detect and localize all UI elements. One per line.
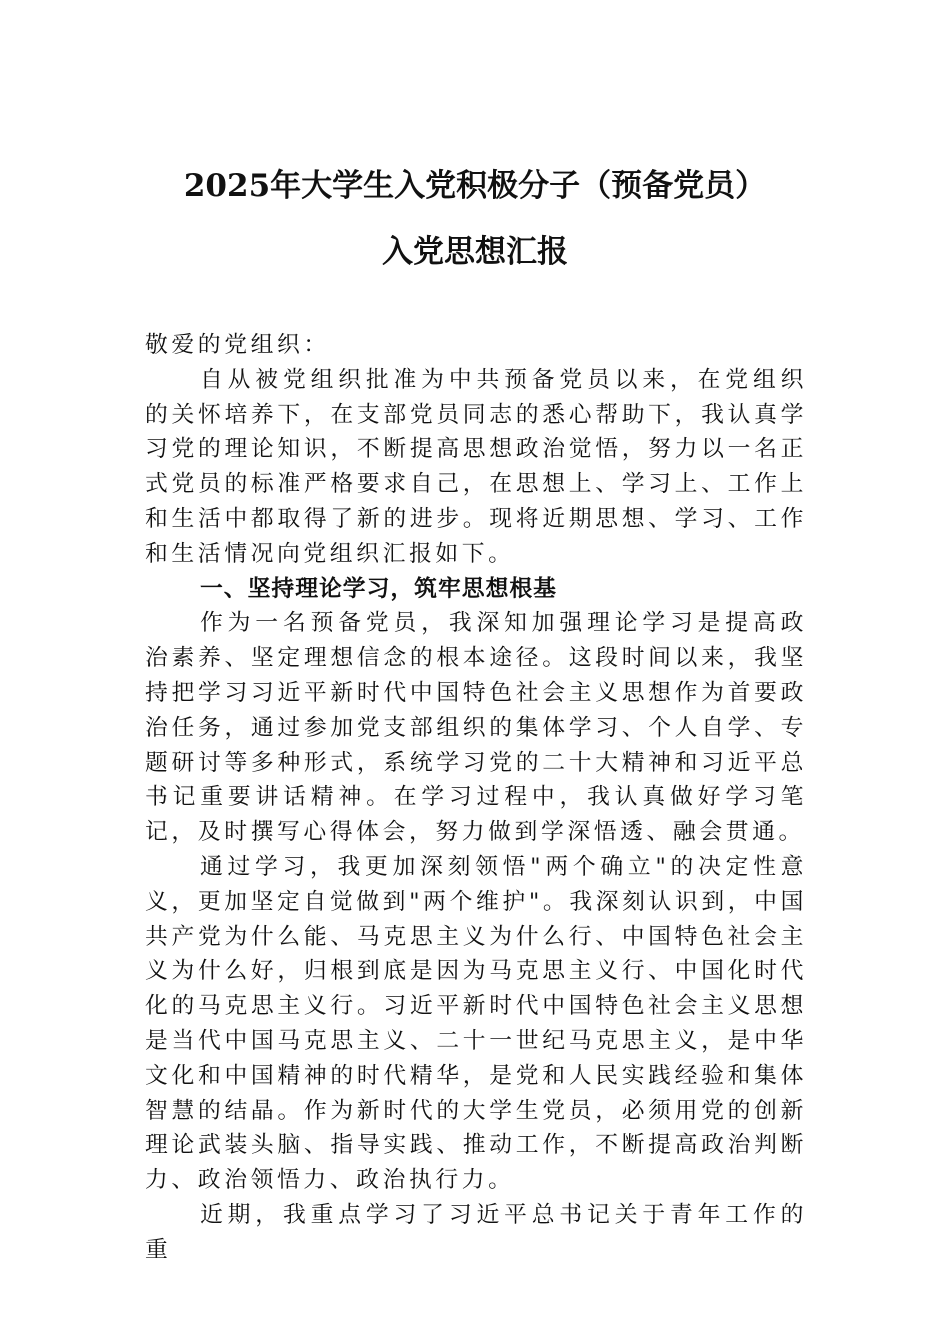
document-title-line-1: 2025年大学生入党积极分子（预备党员） [183, 168, 767, 204]
document-body [145, 328, 807, 1268]
section-heading-1: 一、坚持理论学习，筑牢思想根基 [200, 575, 557, 602]
section1-paragraph-3: 近期，我重点学习了习近平总书记关于青年工作的重 [145, 1201, 807, 1263]
section1-paragraph-1: 作为一名预备党员，我深知加强理论学习是提高政治素养、坚定理想信念的根本途径。这段时间以来，我坚持把学习习近平新时代中国特色社会主义思想作为首要政治任务，通过参加党支部组织的集体学习、个人自学、专题研讨等多种形式，系统学习党的二十大精神和习近平总书记重要讲话精神。在学习过程中，我认真做好学习笔记，及时撰写心得体会，努力做到学深悟透、融会贯通。 [145, 610, 807, 846]
document-title-line-2: 入党思想汇报 [382, 234, 568, 270]
intro-paragraph: 自从被党组织批准为中共预备党员以来，在党组织的关怀培养下，在支部党员同志的悉心帮助下，我认真学习党的理论知识，不断提高思想政治觉悟，努力以一名正式党员的标准严格要求自己，在思想上、学习上、工作上和生活中都取得了新的进步。现将近期思想、学习、工作和生活情况向党组织汇报如下。 [145, 366, 807, 567]
section1-paragraph-2: 通过学习，我更加深刻领悟"两个确立"的决定性意义，更加坚定自觉做到"两个维护"。我深刻认识到，中国共产党为什么能、马克思主义为什么行、中国特色社会主义为什么好，归根到底是因为马克思主义行、中国化时代化的马克思主义行。习近平新时代中国特色社会主义思想是当代中国马克思主义、二十一世纪马克思主义，是中华文化和中国精神的时代精华，是党和人民实践经验和集体智慧的结晶。作为新时代的大学生党员，必须用党的创新理论武装头脑、指导实践、推动工作，不断提高政治判断力、政治领悟力、政治执行力。 [145, 853, 807, 1194]
salutation: 敬爱的党组织： [145, 332, 330, 358]
